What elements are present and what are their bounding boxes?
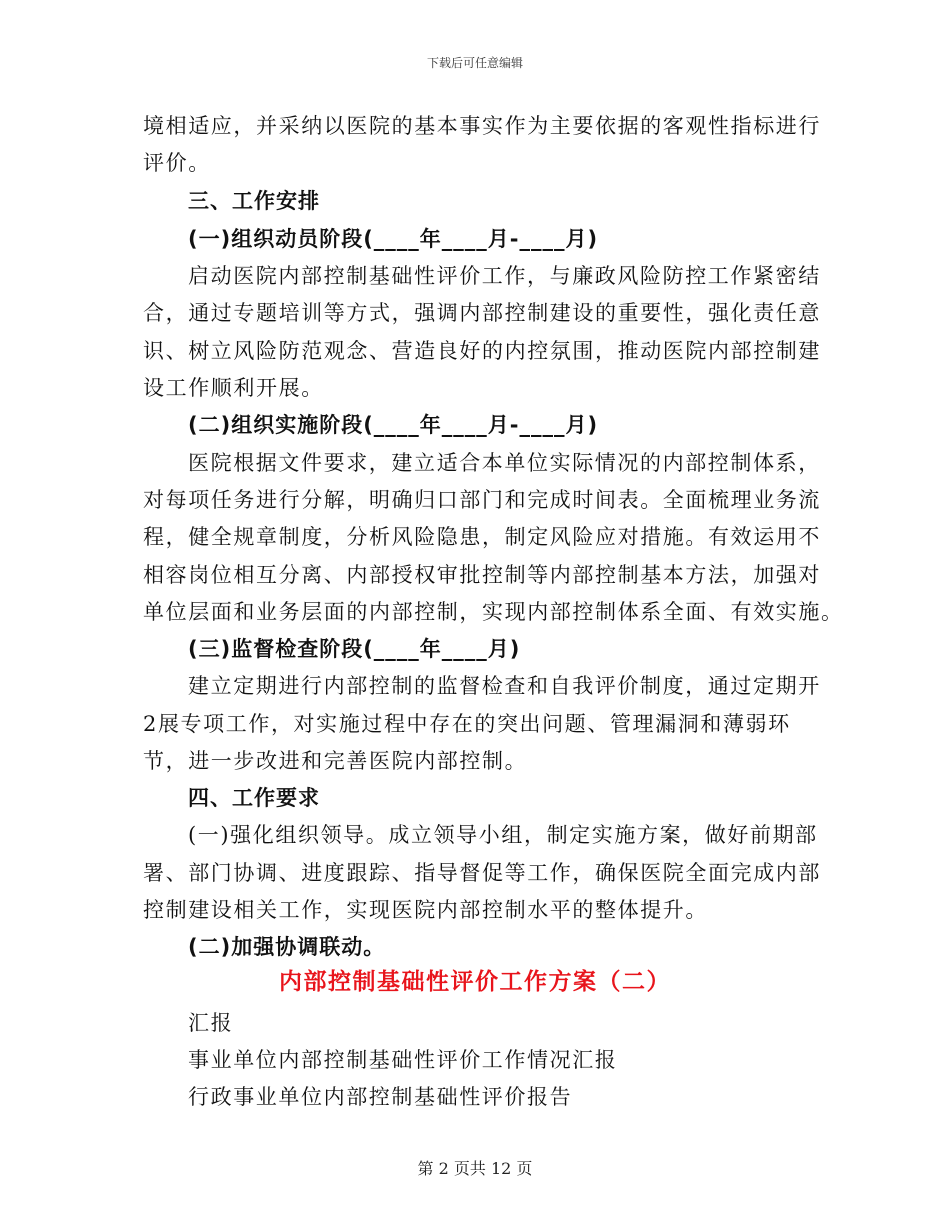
paragraph-line: 评价。 [143, 151, 211, 175]
paragraph-line: 启动医院内部控制基础性评价工作，与廉政风险防控工作紧密结 [188, 264, 821, 288]
subsection-heading: (三)监督检查阶段(____年____月) [188, 637, 521, 661]
subsection-heading: (二)组织实施阶段(____年____月-____月) [188, 413, 599, 437]
paragraph-line: 2展专项工作，对实施过程中存在的突出问题、管理漏洞和薄弱环 [143, 712, 791, 736]
related-link-text: 汇报 [188, 1011, 234, 1035]
paragraph-line: 控制建设相关工作，实现医院内部控制水平的整体提升。 [143, 898, 708, 922]
paragraph-line: 相容岗位相互分离、内部授权审批控制等内部控制基本方法，加强对 [143, 563, 821, 587]
paragraph-line: 建立定期进行内部控制的监督检查和自我评价制度，通过定期开 [188, 674, 821, 698]
page-footer: 第 2 页共 12 页 [417, 1159, 533, 1178]
page-header: 下载后可任意编辑 [426, 56, 523, 70]
paragraph-line: 单位层面和业务层面的内部控制，实现内部控制体系全面、有效实施。 [143, 600, 844, 624]
section-heading: 四、工作要求 [188, 786, 320, 810]
paragraph-line: (一)强化组织领导。成立领导小组，制定实施方案，做好前期部 [188, 823, 818, 847]
paragraph-line: 署、部门协调、进度跟踪、指导督促等工作，确保医院全面完成内部 [143, 861, 821, 885]
subsection-heading: (二)加强协调联动。 [188, 935, 386, 959]
related-link-text: 事业单位内部控制基础性评价工作情况汇报 [188, 1048, 618, 1072]
paragraph-line: 合，通过专题培训等方式，强调内部控制建设的重要性，强化责任意 [143, 301, 821, 325]
subsection-heading: (一)组织动员阶段(____年____月-____月) [188, 227, 599, 251]
related-link-text: 行政事业单位内部控制基础性评价报告 [188, 1085, 573, 1109]
section-heading: 三、工作安排 [188, 189, 320, 213]
paragraph-line: 程，健全规章制度，分析风险隐患，制定风险应对措施。有效运用不 [143, 525, 821, 549]
paragraph-line: 节，进一步改进和完善医院内部控制。 [143, 749, 528, 773]
paragraph-line: 设工作顺利开展。 [143, 376, 324, 400]
paragraph-line: 识、树立风险防范观念、营造良好的内控氛围，推动医院内部控制建 [143, 339, 821, 363]
paragraph-line: 对每项任务进行分解，明确归口部门和完成时间表。全面梳理业务流 [143, 488, 821, 512]
paragraph-line: 境相适应，并采纳以医院的基本事实作为主要依据的客观性指标进行 [143, 114, 821, 138]
paragraph-line: 医院根据文件要求，建立适合本单位实际情况的内部控制体系， [188, 451, 821, 475]
document-title: 内部控制基础性评价工作方案（二） [279, 969, 671, 995]
